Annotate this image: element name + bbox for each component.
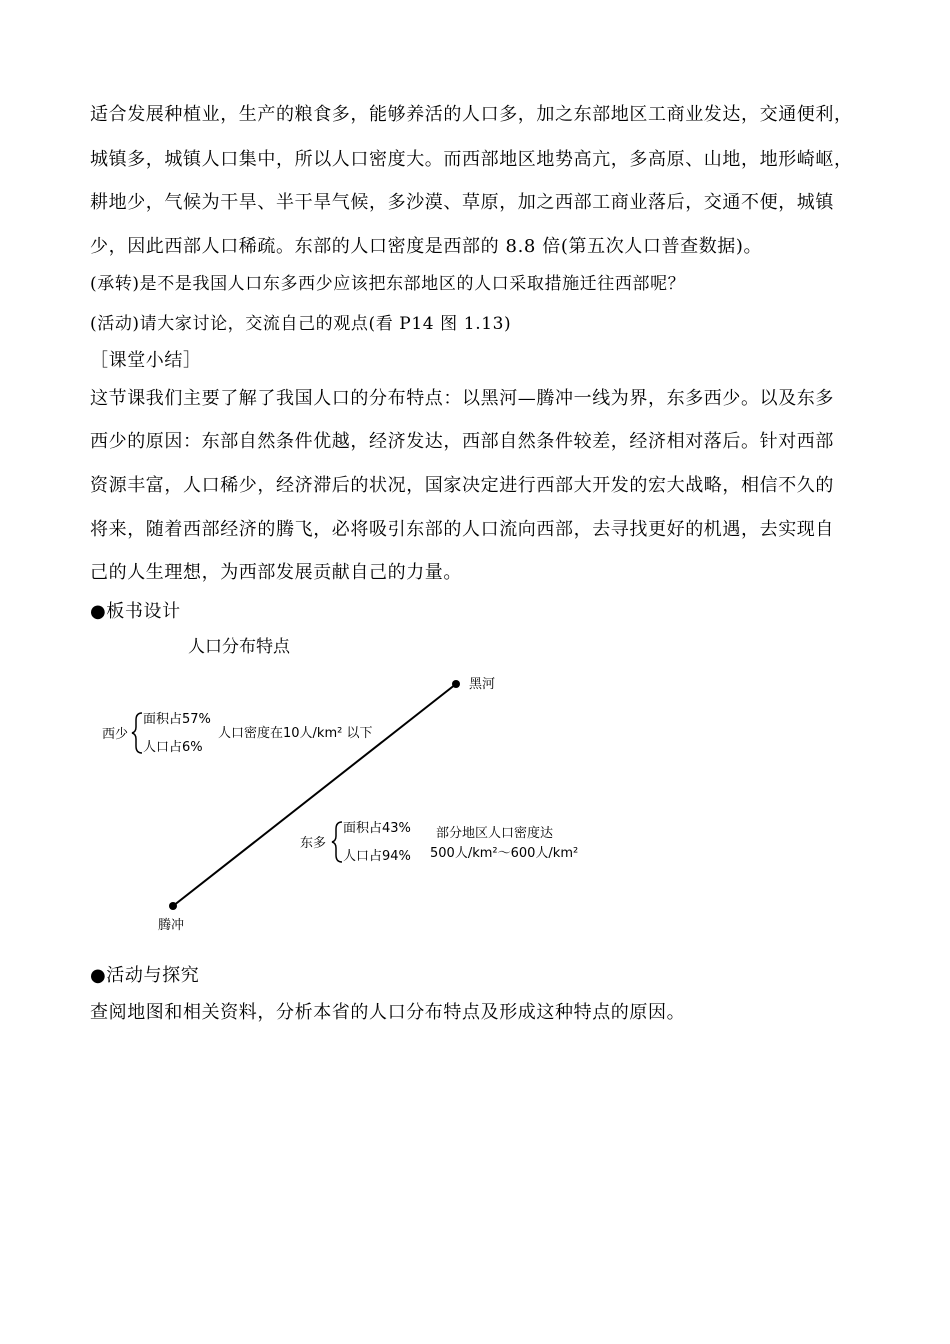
paragraph-line: 城镇多，城镇人口集中，所以人口密度大。而西部地区地势高亢，多高原、山地，地形崎岖， bbox=[90, 149, 853, 170]
heihe-tengchong-line bbox=[173, 684, 456, 906]
heihe-label: 黑河 bbox=[469, 677, 496, 692]
west-density: 人口密度在10人/km² 以下 bbox=[218, 726, 373, 741]
paragraph-line: 耕地少，气候为干旱、半干旱气候，多沙漠、草原，加之西部工商业落后，交通不便，城镇 bbox=[90, 192, 834, 213]
tengchong-point bbox=[169, 902, 177, 910]
paragraph-line: 少，因此西部人口稀疏。东部的人口密度是西部的 8.8 倍(第五次人口普查数据)。 bbox=[90, 236, 763, 257]
tengchong-label: 腾冲 bbox=[158, 918, 185, 933]
activity-heading: ●活动与探究 bbox=[90, 965, 200, 986]
east-population: 人口占94% bbox=[343, 849, 411, 864]
west-label: 西少 bbox=[102, 727, 129, 742]
transition-line: (承转)是不是我国人口东多西少应该把东部地区的人口采取措施迁往西部呢？ bbox=[90, 274, 686, 294]
west-area: 面积占57% bbox=[143, 712, 211, 727]
west-brace bbox=[132, 713, 142, 753]
diagram-title: 人口分布特点 bbox=[188, 637, 290, 657]
west-population: 人口占6% bbox=[143, 740, 203, 755]
heihe-point bbox=[452, 680, 460, 688]
summary-heading: ［课堂小结］ bbox=[90, 350, 202, 371]
east-density-line1: 部分地区人口密度达 bbox=[436, 826, 554, 841]
summary-line: 己的人生理想，为西部发展贡献自己的力量。 bbox=[90, 562, 462, 583]
summary-line: 资源丰富，人口稀少，经济滞后的状况，国家决定进行西部大开发的宏大战略，相信不久的 bbox=[90, 475, 834, 496]
summary-line: 将来，随着西部经济的腾飞，必将吸引东部的人口流向西部，去寻找更好的机遇，去实现自 bbox=[90, 519, 834, 540]
summary-line: 这节课我们主要了解了我国人口的分布特点：以黑河—腾冲一线为界，东多西少。以及东多 bbox=[90, 388, 834, 409]
paragraph-line: 适合发展种植业，生产的粮食多，能够养活的人口多，加之东部地区工商业发达，交通便利， bbox=[90, 104, 853, 125]
east-brace bbox=[332, 822, 342, 862]
east-density-line2: 500人/km²～600人/km² bbox=[430, 846, 579, 861]
east-area: 面积占43% bbox=[343, 821, 411, 836]
activity-line: (活动)请大家讨论，交流自己的观点(看 P14 图 1.13) bbox=[90, 314, 512, 334]
east-label: 东多 bbox=[300, 836, 327, 851]
activity-text: 查阅地图和相关资料，分析本省的人口分布特点及形成这种特点的原因。 bbox=[90, 1002, 686, 1023]
board-design-heading: ●板书设计 bbox=[90, 601, 181, 622]
summary-line: 西少的原因：东部自然条件优越，经济发达，西部自然条件较差，经济相对落后。针对西部 bbox=[90, 431, 834, 452]
